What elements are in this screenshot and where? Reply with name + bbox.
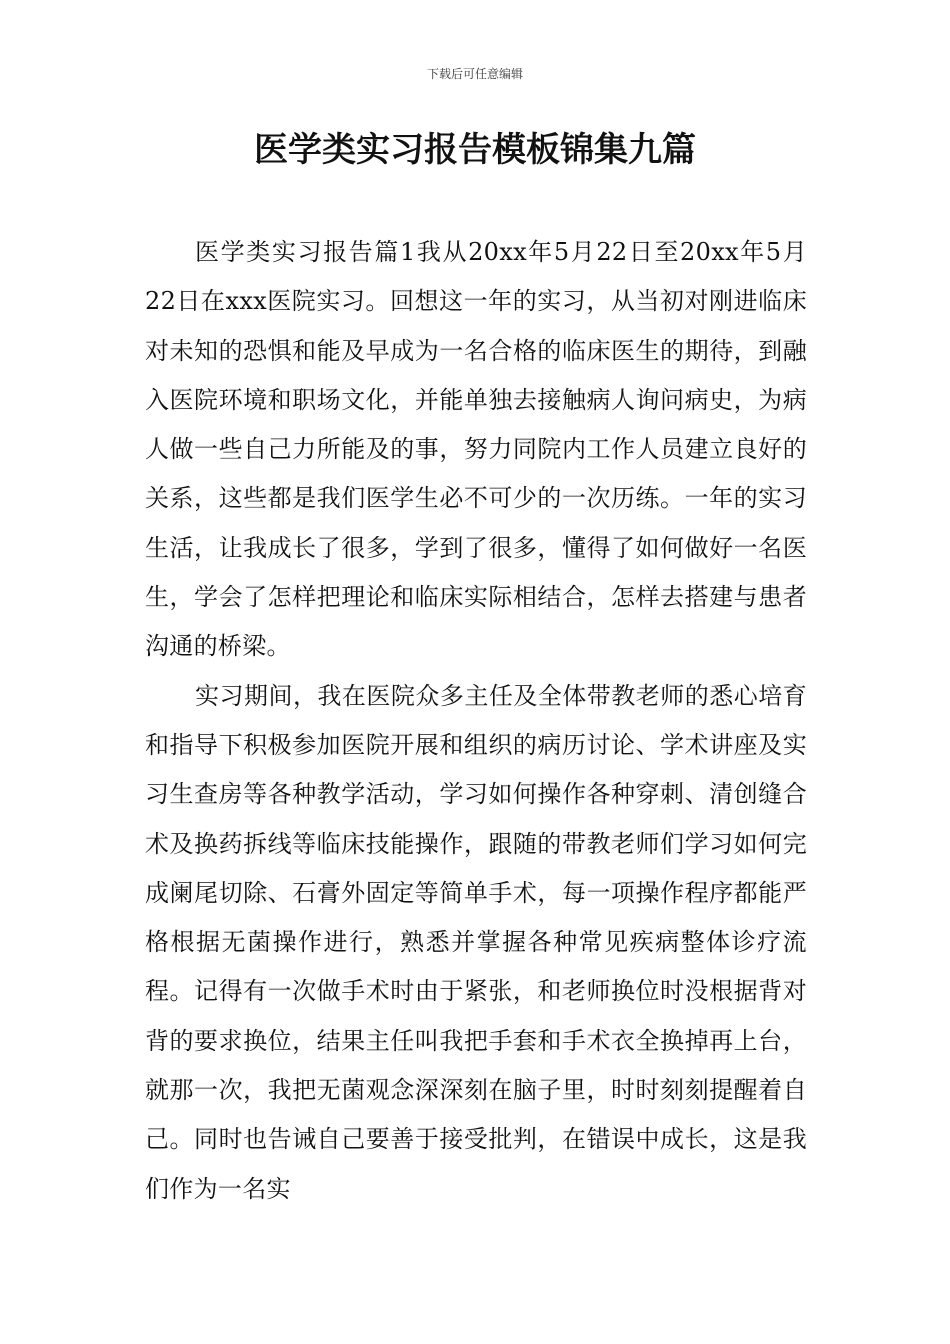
- paragraph-2: 实习期间，我在医院众多主任及全体带教老师的悉心培育和指导下积极参加医院开展和组织的病历讨论、学术讲座及实习生查房等各种教学活动，学习如何操作各种穿刺、清创缝合术及换药拆线等临床技能操作，跟随的带教老师们学习如何完成阑尾切除、石膏外固定等简单手术，每一项操作程序都能严格根据无菌操作进行，熟悉并掌握各种常见疾病整体诊疗流程。记得有一次做手术时由于紧张，和老师换位时没根据背对背的要求换位，结果主任叫我把手套和手术衣全换掉再上台，就那一次，我把无菌观念深深刻在脑子里，时时刻刻提醒着自己。同时也告诫自己要善于接受批判，在错误中成长，这是我们作为一名实: [145, 681, 807, 1203]
- document-title: 医学类实习报告模板锦集九篇: [254, 130, 696, 170]
- document-body: [145, 228, 807, 1214]
- paragraph-1: 医学类实习报告篇1我从20xx年5月22日至20xx年5月22日在xxx医院实习。回想这一年的实习，从当初对刚进临床对未知的恐惧和能及早成为一名合格的临床医生的期待，到融入医院环境和职场文化，并能单独去接触病人询问病史，为病人做一些自己力所能及的事，努力同院内工作人员建立良好的关系，这些都是我们医学生必不可少的一次历练。一年的实习生活，让我成长了很多，学到了很多，懂得了如何做好一名医生，学会了怎样把理论和临床实际相结合，怎样去搭建与患者沟通的桥梁。: [145, 238, 807, 661]
- header-note: 下载后可任意编辑: [426, 67, 523, 81]
